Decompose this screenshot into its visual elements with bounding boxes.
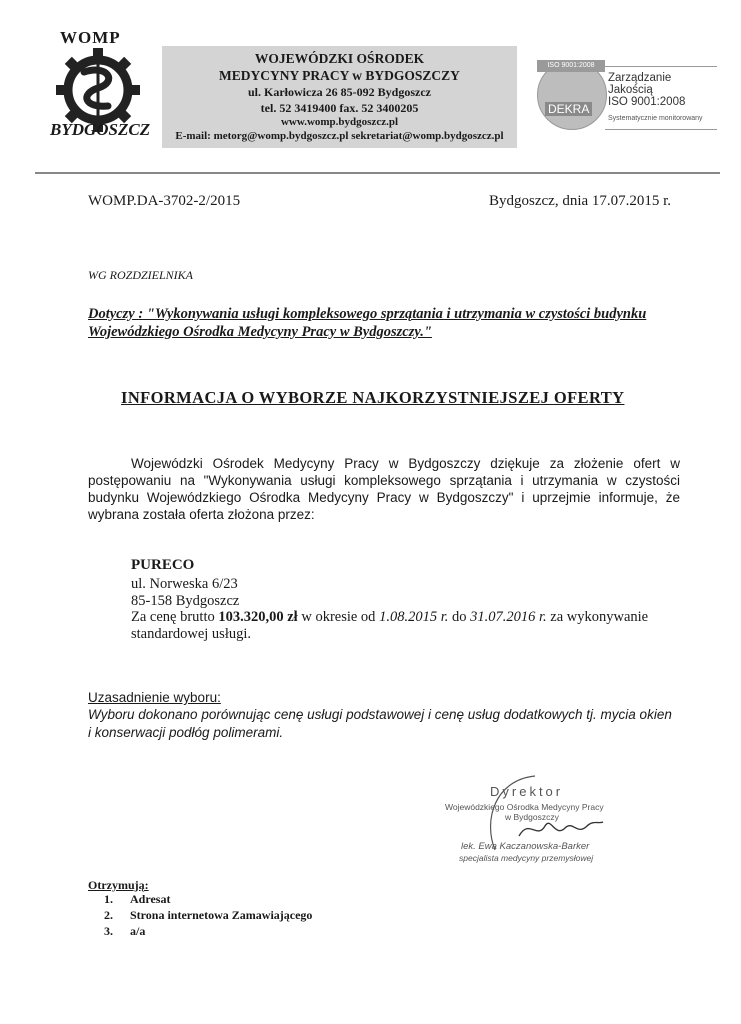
institution-phone: tel. 52 3419400 fax. 52 3400205 <box>260 101 419 115</box>
justification-title: Uzasadnienie wyboru: <box>88 690 221 705</box>
divider <box>605 129 717 130</box>
stamp-line1: Wojewódzkiego Ośrodka Medycyny Pracy <box>445 802 604 812</box>
list-item-number: 2. <box>104 908 113 922</box>
list-item-text: Strona internetowa Zamawiającego <box>130 908 313 922</box>
signature-icon <box>515 814 605 844</box>
document-heading: INFORMACJA O WYBORZE NAJKORZYSTNIEJSZEJ OFERTY <box>121 388 625 407</box>
list-item <box>104 892 312 908</box>
certification-block <box>527 60 717 140</box>
institution-name-line2: MEDYCYNY PRACY w BYDGOSZCZY <box>219 68 460 83</box>
service-type: standardowej usługi. <box>131 626 252 642</box>
signatory-name: lek. Ewa Kaczanowska-Barker <box>461 841 590 852</box>
header-separator <box>35 172 720 174</box>
cert-line4: Systematycznie monitorowany <box>608 115 703 122</box>
institution-website: www.womp.bydgoszcz.pl <box>280 116 399 128</box>
institution-address: ul. Karłowicza 26 85-092 Bydgoszcz <box>248 85 431 99</box>
recipients-title: Otrzymują: <box>88 878 149 892</box>
badge-top-label: ISO 9001:2008 <box>537 60 605 72</box>
recipient-label: WG ROZDZIELNIKA <box>88 268 194 282</box>
body-paragraph: Wojewódzki Ośrodek Medycyny Pracy w Bydgoszczy dziękuje za złożenie ofert w postępowaniu na "Wykonywania usługi kompleksowego sprzątania i utrzymania w czystości budynku Wojewódzkiego Ośrodka Medycyny Pracy w Bydgoszczy" i uprzejmie informuje, że wybrana została oferta złożona przez: <box>88 456 680 522</box>
recipients-list <box>104 892 312 940</box>
list-item-number: 1. <box>104 892 113 906</box>
price-currency: zł <box>287 609 298 625</box>
list-item <box>104 908 312 924</box>
list-item-text: a/a <box>130 924 146 938</box>
stamp-line2: w Bydgoszczy <box>505 812 559 822</box>
cert-line1: Zarządzanie <box>608 72 672 84</box>
list-item <box>104 924 312 940</box>
divider <box>605 66 717 67</box>
director-stamp <box>445 770 635 870</box>
logo-top-text: WOMP <box>60 28 121 47</box>
list-item-number: 3. <box>104 924 113 938</box>
letterhead-address-block <box>162 46 517 148</box>
company-city: 85-158 Bydgoszcz <box>131 593 240 609</box>
signatory-role: specjalista medycyny przemysłowej <box>459 853 594 863</box>
date-to: 31.07.2016 r. <box>470 609 547 625</box>
subject-line: Dotyczy : "Wykonywania usługi kompleksowego sprzątania i utrzymania w czystości budynku Wojewódzkiego Ośrodka Medycyny Pracy w Bydgoszczy." <box>88 306 647 340</box>
winning-company-name: PURECO <box>131 557 195 573</box>
cert-line2: Jakością <box>608 84 653 96</box>
reference-number: WOMP.DA-3702-2/2015 <box>88 193 241 209</box>
stamp-title: Dyrektor <box>490 784 564 799</box>
badge-name: DEKRA <box>545 102 592 116</box>
price-value: 103.320,00 <box>218 609 284 625</box>
date-from: 1.08.2015 r. <box>379 609 449 625</box>
list-item-text: Adresat <box>130 892 171 906</box>
place-date: Bydgoszcz, dnia 17.07.2015 r. <box>489 193 672 209</box>
company-street: ul. Norweska 6/23 <box>131 576 238 592</box>
period-suffix: za wykonywanie <box>546 609 649 625</box>
offer-price-line <box>131 609 648 626</box>
period-mid: do <box>448 609 471 625</box>
justification-text: Wyboru dokonano porównując cenę usługi podstawowej i cenę usług dodatkowych tj. mycia okien i konserwacji podłóg polimerami. <box>88 707 672 740</box>
institution-email: E-mail: metorg@womp.bydgoszcz.pl sekretariat@womp.bydgoszcz.pl <box>175 130 504 142</box>
cert-line3: ISO 9001:2008 <box>608 96 686 108</box>
period-prefix: w okresie od <box>297 609 380 625</box>
logo-bottom-text: BYDGOSZCZ <box>50 120 151 139</box>
price-prefix: Za cenę brutto <box>131 609 219 625</box>
institution-name-line1: WOJEWÓDZKI OŚRODEK <box>254 51 425 66</box>
